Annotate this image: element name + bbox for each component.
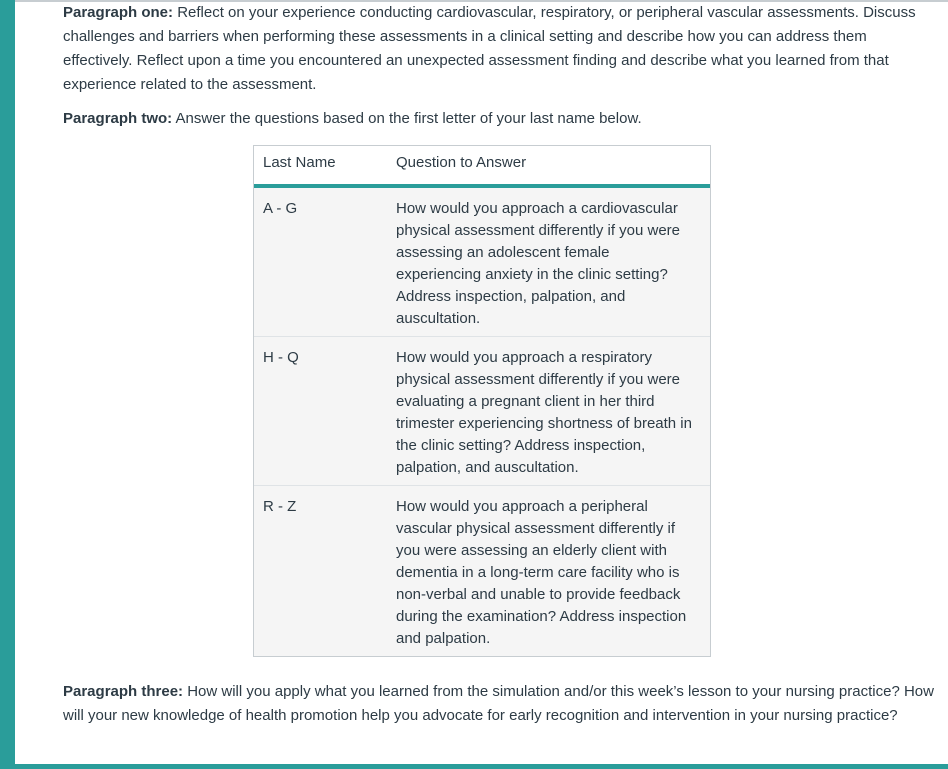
question-text: How would you approach a cardiovascular physical assessment differently if you were assessing an adolescent female experiencing anxiety in the clinic setting? Address inspection, palpation, and auscultation.: [396, 200, 681, 327]
last-name-range: A - G: [263, 200, 298, 217]
paragraph-three-text: How will you apply what you learned from the simulation and/or this week’s lesson to your nursing practice? How will your new knowledge of health promotion help you advocate for early recognition and intervention in your nursing practice?: [63, 683, 934, 724]
paragraph-two-label: Paragraph two:: [63, 110, 173, 127]
paragraph-one: [63, 1, 935, 97]
bottom-accent-bar: [15, 764, 948, 769]
header-last-name: Last Name: [263, 154, 336, 171]
paragraph-two-text: Answer the questions based on the first letter of your last name below.: [172, 110, 642, 127]
table-row: [254, 486, 710, 656]
question-text: How would you approach a peripheral vascular physical assessment differently if you were assessing an elderly client with dementia in a long-term care facility who is non-verbal and unable to provide feedback during the examination? Address inspection and palpation.: [396, 498, 687, 647]
paragraph-three-label: Paragraph three:: [63, 683, 184, 700]
header-question: Question to Answer: [396, 154, 527, 171]
table-row: [254, 337, 710, 486]
left-accent-bar: [0, 0, 15, 769]
assignment-content: [63, 0, 935, 131]
last-name-range: R - Z: [263, 498, 297, 515]
paragraph-two: [63, 107, 935, 131]
table-header-row: [254, 146, 710, 188]
question-table: [253, 145, 711, 657]
table-row: [254, 188, 710, 337]
last-name-range: H - Q: [263, 349, 299, 366]
question-text: How would you approach a respiratory physical assessment differently if you were evaluating a pregnant client in her third trimester experiencing shortness of breath in the clinic setting? Address inspection, palpation, and auscultation.: [396, 349, 692, 476]
paragraph-one-text: Reflect on your experience conducting cardiovascular, respiratory, or peripheral vascular assessments. Discuss challenges and barriers when performing these assessments in a clinical setting and describe how you can address them effectively. Reflect upon a time you encountered an unexpected assessment finding and describe what you learned from that experience related to the assessment.: [63, 4, 916, 93]
paragraph-three: [63, 680, 935, 728]
paragraph-one-label: Paragraph one:: [63, 4, 174, 21]
